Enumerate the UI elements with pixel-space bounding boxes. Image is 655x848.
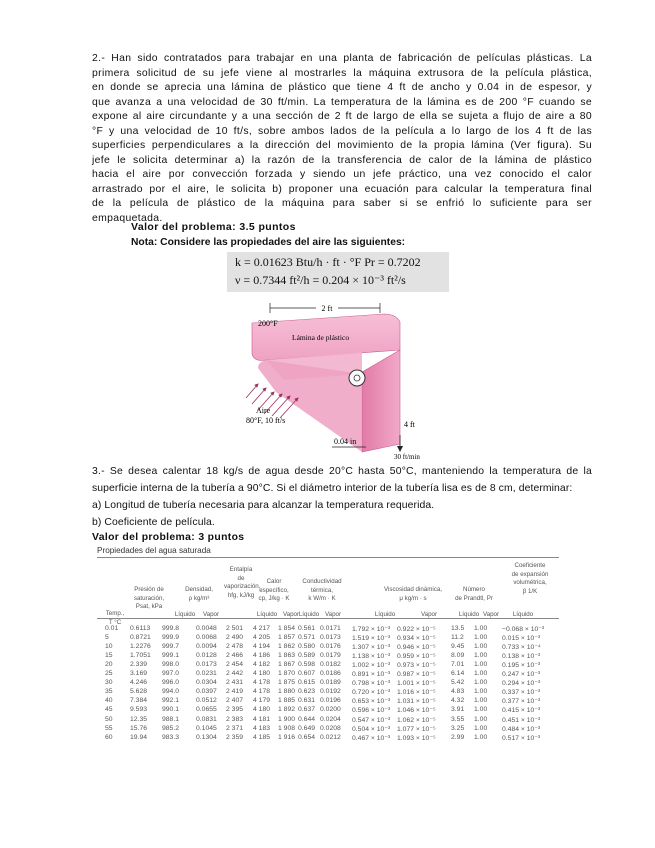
- table-cell: 4.32: [451, 697, 465, 705]
- table-cell: 0.973 × 10⁻⁵: [397, 662, 436, 670]
- table-cell: 990.1: [162, 706, 180, 714]
- table-cell: 2 466: [226, 652, 244, 660]
- table-cell: 992.1: [162, 697, 180, 705]
- table-cell: 3.55: [451, 715, 465, 723]
- table-cell: 0.0512: [196, 697, 217, 705]
- table-cell: 15.76: [130, 724, 148, 732]
- table-cell: 2 431: [226, 679, 244, 687]
- table-cell: 4 183: [253, 724, 271, 732]
- table-cell: 1 908: [278, 724, 296, 732]
- table-cell: 1.062 × 10⁻⁵: [397, 716, 436, 724]
- table-row: [97, 670, 567, 679]
- problem-2-text: [92, 52, 592, 227]
- table-caption: Propiedades del agua saturada: [97, 546, 211, 555]
- table-cell: 0.720 × 10⁻³: [352, 689, 391, 697]
- table-cell: 1 885: [278, 697, 296, 705]
- table-cell: 0.195 × 10⁻³: [502, 662, 541, 670]
- table-cell: 3.169: [130, 670, 148, 678]
- table-row: [97, 697, 567, 706]
- table-cell: 994.0: [162, 688, 180, 696]
- problem-2-line: en donde se aprecia una lámina de plástico que tiene 4 ft de ancho y 0.04 in de espesor, y: [92, 82, 592, 94]
- table-cell: 55: [105, 724, 113, 732]
- table-cell: 15: [105, 652, 113, 660]
- table-cell: 0.377 × 10⁻³: [502, 698, 541, 706]
- table-cell: 0.0231: [196, 670, 217, 678]
- table-header-temp: Temp., T °C: [105, 610, 125, 626]
- table-row: [97, 725, 567, 734]
- table-row: [97, 643, 567, 652]
- problem-2-line: que avanza a una velocidad de 30 ft/min. La temperatura de la lámina es de 200 °F cuando se: [92, 96, 592, 108]
- table-cell: 0.547 × 10⁻³: [352, 716, 391, 724]
- table-cell: 0.0128: [196, 652, 217, 660]
- table-cell: 2 371: [226, 724, 244, 732]
- table-header-beta: Coeficiente de expansión volumétrica, β 1/K: [511, 562, 549, 595]
- label-air-conditions: 80°F, 10 ft/s: [246, 416, 286, 425]
- table-header-mu: Viscosidad dinámica, μ kg/m · s: [383, 586, 442, 602]
- table-cell: 4.246: [130, 679, 148, 687]
- table-cell: 999.8: [162, 625, 180, 632]
- table-cell: 0.598: [298, 661, 316, 669]
- table-cell: 19.94: [130, 733, 148, 741]
- table-cell: 4 178: [253, 679, 271, 687]
- table-cell: 4 217: [253, 625, 271, 632]
- table-cell: 2.339: [130, 661, 148, 669]
- table-cell: 988.1: [162, 715, 180, 723]
- table-cell: 0.451 × 10⁻³: [502, 716, 541, 724]
- table-cell: 0.294 × 10⁻³: [502, 680, 541, 688]
- table-cell: 0.0304: [196, 679, 217, 687]
- problem-2-line: expone al aire circundante y a una sección de 2 ft de largo de ella se sujeta a flujo de aire a 80: [92, 111, 592, 123]
- table-row: [97, 716, 567, 725]
- table-cell: 4 194: [253, 643, 271, 651]
- table-subheader-liquid: Líquido: [174, 611, 196, 618]
- table-header-k: Conductividad térmica, k W/m · K: [302, 578, 342, 602]
- table-cell: 3.25: [451, 724, 465, 732]
- table-subheader-liquid: Líquido: [298, 611, 320, 618]
- table-cell: 3.91: [451, 706, 465, 714]
- table-cell: 1.00: [474, 670, 488, 678]
- table-cell: 8.09: [451, 652, 465, 660]
- table-row: [97, 706, 567, 715]
- table-cell: 0.0397: [196, 688, 217, 696]
- problem-2-line: superficies perpendiculares a la dirección del movimiento de la propia lámina (Ver figura). Su: [92, 140, 592, 152]
- table-cell: 2 359: [226, 733, 244, 741]
- table-cell: 0.631: [298, 697, 316, 705]
- table-cell: 999.7: [162, 643, 180, 651]
- problem-2-note: Nota: Considere las propiedades del aire las siguientes:: [131, 237, 406, 248]
- table-cell: 999.9: [162, 634, 180, 642]
- table-cell: 1.00: [474, 688, 488, 696]
- table-cell: 1.00: [474, 679, 488, 687]
- table-subheader-vapor: Vapor: [420, 611, 438, 618]
- table-cell: 983.3: [162, 733, 180, 741]
- table-row: [97, 661, 567, 670]
- label-air: Aire: [256, 406, 271, 415]
- table-subheader-vapor: Vapor: [324, 611, 342, 618]
- table-cell: 0.0094: [196, 643, 217, 651]
- table-row: [97, 634, 567, 643]
- table-cell: 0.922 × 10⁻⁵: [397, 626, 436, 633]
- table-cell: 0.637: [298, 706, 316, 714]
- problem-3-item-a: a) Longitud de tubería necesaria para alcanzar la temperatura requerida.: [92, 500, 435, 511]
- table-cell: 2 478: [226, 643, 244, 651]
- table-subheader-vapor: Vapor: [202, 611, 220, 618]
- table-cell: 4 185: [253, 733, 271, 741]
- table-cell: 0.1304: [196, 733, 217, 741]
- table-cell: 1 875: [278, 679, 296, 687]
- table-cell: 1.138 × 10⁻³: [352, 653, 391, 661]
- table-cell: 0.138 × 10⁻³: [502, 653, 541, 661]
- table-cell: 0.615: [298, 679, 316, 687]
- extruder-figure: [244, 296, 424, 460]
- table-row: [97, 679, 567, 688]
- table-header-pr: Número de Prandtl, Pr: [455, 586, 493, 602]
- table-cell: 0.0068: [196, 634, 217, 642]
- table-cell: 0.0189: [320, 679, 341, 687]
- table-row: [97, 625, 567, 634]
- table-cell: 11.2: [451, 634, 464, 642]
- problem-2-line: 2.- Han sido contratados para trabajar en una planta de fabricación de películas plásticas. La: [92, 53, 592, 64]
- table-cell: 0.987 × 10⁻⁵: [397, 671, 436, 679]
- table-cell: 13.5: [451, 625, 465, 632]
- table-cell: 1.00: [474, 697, 488, 705]
- table-cell: 998.0: [162, 661, 180, 669]
- table-cell: 0.946 × 10⁻⁵: [397, 644, 436, 652]
- table-cell: 4 186: [253, 652, 271, 660]
- table-subheader-liquid: Líquido: [458, 611, 480, 618]
- table-cell: 0.891 × 10⁻³: [352, 671, 391, 679]
- table-cell: 7.01: [451, 661, 465, 669]
- table-cell: 2 442: [226, 670, 244, 678]
- table-cell: 2 454: [226, 661, 244, 669]
- table-cell: 0.0182: [320, 661, 341, 669]
- table-cell: 0.6113: [130, 625, 151, 632]
- table-cell: 2 501: [226, 625, 244, 632]
- table-cell: 0.0186: [320, 670, 341, 678]
- table-cell: 1.519 × 10⁻³: [352, 635, 391, 643]
- table-cell: 9.45: [451, 643, 465, 651]
- table-cell: 1.00: [474, 652, 488, 660]
- table-cell: 4 205: [253, 634, 271, 642]
- table-cell: 1 880: [278, 688, 296, 696]
- table-row: [97, 734, 567, 743]
- table-cell: 0.959 × 10⁻⁵: [397, 653, 436, 661]
- table-header-density: Densidad, ρ kg/m³: [185, 586, 213, 602]
- table-cell: 0.607: [298, 670, 316, 678]
- table-cell: 2 383: [226, 715, 244, 723]
- table-subheader-vapor: Vapor: [482, 611, 500, 618]
- table-header-hfg: Entalpía de vaporización, hfg, kJ/kg: [224, 566, 261, 599]
- table-cell: 0.580: [298, 643, 316, 651]
- table-cell: 1.7051: [130, 652, 151, 660]
- table-cell: 4 181: [253, 715, 271, 723]
- table-cell: 1.307 × 10⁻³: [352, 644, 391, 652]
- table-cell: −0.068 × 10⁻³: [502, 626, 545, 633]
- table-cell: 0.0171: [320, 625, 341, 632]
- table-cell: 0.0196: [320, 697, 341, 705]
- problem-2-line: arrastrado por el aire, le solicita b) proponer una ecuación para calcular la temperatura final: [92, 183, 592, 195]
- table-cell: 1.093 × 10⁻⁵: [397, 734, 436, 742]
- table-cell: 0.571: [298, 634, 316, 642]
- label-200F: 200°F: [258, 319, 278, 328]
- label-4ft: 4 ft: [404, 420, 415, 429]
- table-cell: 5.42: [451, 679, 465, 687]
- problem-3-item-b: b) Coeficiente de película.: [92, 517, 215, 528]
- table-cell: 1 854: [278, 625, 296, 632]
- table-cell: 0.0173: [320, 634, 341, 642]
- table-cell: 0.8721: [130, 634, 151, 642]
- label-speed: 30 ft/min: [394, 453, 420, 460]
- table-cell: 1 867: [278, 661, 296, 669]
- table-cell: 45: [105, 706, 113, 714]
- table-cell: 0.247 × 10⁻³: [502, 671, 541, 679]
- table-cell: 10: [105, 643, 113, 651]
- table-cell: 4 178: [253, 688, 271, 696]
- formula-line-2: ν = 0.7344 ft²/h = 0.204 × 10⁻³ ft²/s: [235, 273, 406, 287]
- table-cell: 1 900: [278, 715, 296, 723]
- table-cell: 997.0: [162, 670, 180, 678]
- table-cell: 20: [105, 661, 113, 669]
- table-cell: 12.35: [130, 715, 148, 723]
- table-cell: 1.016 × 10⁻⁵: [397, 689, 436, 697]
- table-cell: 0.415 × 10⁻³: [502, 707, 541, 715]
- table-cell: 1 892: [278, 706, 296, 714]
- table-cell: 0.653 × 10⁻³: [352, 698, 391, 706]
- table-cell: 0.798 × 10⁻³: [352, 680, 391, 688]
- table-cell: 1.00: [474, 661, 488, 669]
- plastic-sheet-side: [362, 350, 400, 452]
- table-cell: 0.0192: [320, 688, 341, 696]
- table-cell: 7.384: [130, 697, 148, 705]
- table-cell: 999.1: [162, 652, 180, 660]
- table-cell: 996.0: [162, 679, 180, 687]
- table-cell: 0.654: [298, 733, 316, 741]
- table-subheader-liquid: Líquido: [256, 611, 278, 618]
- table-cell: 1.031 × 10⁻⁵: [397, 698, 436, 706]
- table-cell: 1 916: [278, 733, 296, 741]
- table-cell: 4 179: [253, 697, 271, 705]
- table-cell: 985.2: [162, 724, 180, 732]
- table-cell: 1 870: [278, 670, 296, 678]
- table-header-rule: [97, 618, 559, 619]
- table-cell: 0.504 × 10⁻³: [352, 725, 391, 733]
- table-cell: 0.0655: [196, 706, 217, 714]
- formula-line-1: k = 0.01623 Btu/h · ft · °F Pr = 0.7202: [235, 255, 421, 269]
- table-cell: 0.649: [298, 724, 316, 732]
- table-cell: 25: [105, 670, 113, 678]
- table-cell: 0.01: [105, 625, 119, 632]
- table-subheader-liquid: Líquido: [374, 611, 396, 618]
- table-cell: 2 490: [226, 634, 244, 642]
- problem-2-value: Valor del problema: 3.5 puntos: [131, 221, 296, 233]
- table-cell: 0.467 × 10⁻³: [352, 734, 391, 742]
- table-cell: 1.001 × 10⁻⁵: [397, 680, 436, 688]
- label-2ft: 2 ft: [321, 304, 333, 313]
- table-cell: 6.14: [451, 670, 465, 678]
- table-cell: 5: [105, 634, 109, 642]
- table-cell: 30: [105, 679, 113, 687]
- table-cell: 60: [105, 733, 113, 741]
- label-sheet: Lámina de plástico: [292, 333, 350, 342]
- table-subheader-liquid: Líquido: [512, 611, 534, 618]
- table-header-cp: Calor específico, cp, J/kg · K: [258, 578, 290, 602]
- table-top-rule: [97, 557, 559, 558]
- problem-2-line: empaquetada.: [92, 213, 163, 225]
- table-cell: 0.934 × 10⁻⁵: [397, 635, 436, 643]
- table-cell: 0.0212: [320, 733, 341, 741]
- table-cell: 2 407: [226, 697, 244, 705]
- problem-2-line: °F y una velocidad de 10 ft/s, sobre ambos lados de la película a lo largo de los 4 ft de las: [92, 125, 592, 137]
- table-cell: 0.0048: [196, 625, 217, 632]
- table-cell: 0.0200: [320, 706, 341, 714]
- table-cell: 0.0179: [320, 652, 341, 660]
- problem-3-line-1: 3.- Se desea calentar 18 kg/s de agua desde 20°C hasta 50°C, manteniendo la temperatura de la: [92, 466, 592, 477]
- table-cell: 1.077 × 10⁻⁵: [397, 725, 436, 733]
- table-cell: 40: [105, 697, 113, 705]
- problem-2-line: jefe le solicita determinar a) la razón de la transferencia de calor de la lámina de plástico: [92, 154, 592, 166]
- problem-2-line: primera solicitud de su jefe viene al mostrarles la máquina extrusora de la película plástica,: [92, 67, 592, 79]
- table-cell: 0.015 × 10⁻³: [502, 635, 541, 643]
- table-cell: 4 180: [253, 706, 271, 714]
- problem-3: [92, 463, 592, 545]
- table-cell: 1 863: [278, 652, 296, 660]
- table-cell: 1.2276: [130, 643, 151, 651]
- table-cell: 4 180: [253, 670, 271, 678]
- air-properties-formula: [227, 252, 449, 292]
- problem-3-value: Valor del problema: 3 puntos: [92, 532, 245, 543]
- table-cell: 4 182: [253, 661, 271, 669]
- table-cell: 0.337 × 10⁻³: [502, 689, 541, 697]
- table-cell: 4.83: [451, 688, 465, 696]
- table-cell: 0.484 × 10⁻³: [502, 725, 541, 733]
- table-cell: 1.00: [474, 724, 488, 732]
- table-cell: 0.0208: [320, 724, 341, 732]
- table-cell: 1.00: [474, 625, 488, 632]
- table-cell: 50: [105, 715, 113, 723]
- table-row: [97, 688, 567, 697]
- table-cell: 0.589: [298, 652, 316, 660]
- table-cell: 1.00: [474, 715, 488, 723]
- table-cell: 35: [105, 688, 113, 696]
- table-cell: 0.644: [298, 715, 316, 723]
- table-cell: 0.0176: [320, 643, 341, 651]
- table-row: [97, 652, 567, 661]
- table-cell: 1 862: [278, 643, 296, 651]
- problem-2-line: hacia el aire por convección forzada y siendo un jefe práctico, una vez conocido el calor: [92, 169, 592, 181]
- table-cell: 1.046 × 10⁻⁵: [397, 707, 436, 715]
- table-cell: 0.596 × 10⁻³: [352, 707, 391, 715]
- table-cell: 2 395: [226, 706, 244, 714]
- problem-3-line-2: superficie interna de la tubería a 90°C. Si el diámetro interior de la tubería lisa es de 8 cm, determinar:: [92, 483, 573, 494]
- table-cell: 0.1045: [196, 724, 217, 732]
- table-cell: 5.628: [130, 688, 148, 696]
- label-thickness: 0.04 in: [334, 437, 357, 446]
- table-subheader-vapor: Vapor: [282, 611, 300, 618]
- table-cell: 0.517 × 10⁻³: [502, 734, 541, 742]
- table-cell: 9.593: [130, 706, 148, 714]
- table-cell: 0.0204: [320, 715, 341, 723]
- table-cell: 0.561: [298, 625, 316, 632]
- table-cell: 1.00: [474, 643, 488, 651]
- table-cell: 1.00: [474, 733, 488, 741]
- table-cell: 0.623: [298, 688, 316, 696]
- table-cell: 0.0173: [196, 661, 217, 669]
- table-cell: 0.0831: [196, 715, 217, 723]
- table-cell: 2 419: [226, 688, 244, 696]
- table-cell: 1.00: [474, 706, 488, 714]
- table-cell: 1.002 × 10⁻³: [352, 662, 391, 670]
- table-cell: 1.00: [474, 634, 488, 642]
- table-cell: 1 857: [278, 634, 296, 642]
- table-cell: 2.99: [451, 733, 465, 741]
- table-cell: 1.792 × 10⁻³: [352, 626, 391, 633]
- table-cell: 0.733 × 10⁻⁴: [502, 644, 541, 652]
- table-header-psat: Presión de saturación, Psat, kPa: [133, 586, 165, 610]
- problem-2-line: de la película de plástico de la máquina para saber si se enfrió lo suficiente para ser: [92, 198, 592, 210]
